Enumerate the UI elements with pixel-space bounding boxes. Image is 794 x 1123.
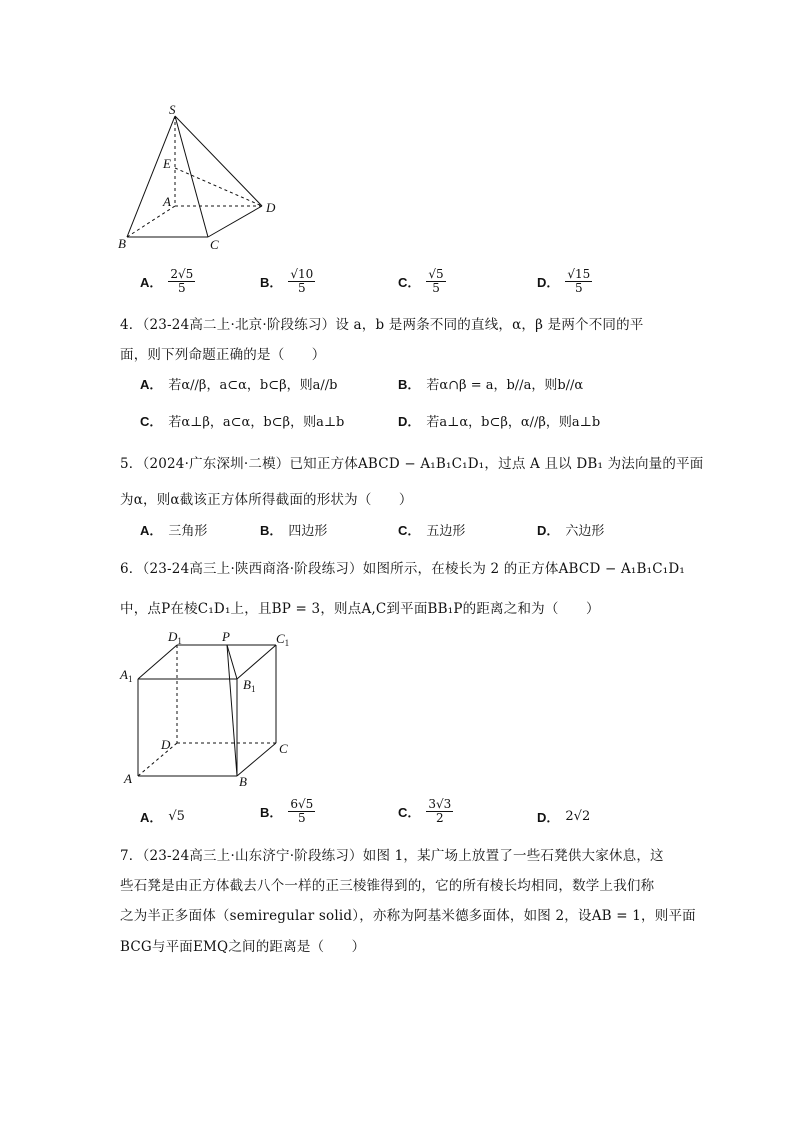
q5-option-c[interactable]: C． 五边形 bbox=[398, 523, 466, 539]
label-P: P bbox=[222, 629, 230, 644]
q4-option-d[interactable]: D． 若a⊥α，b⊂β，α//β，则a⊥b bbox=[398, 414, 601, 430]
q5-option-b[interactable]: B． 四边形 bbox=[260, 523, 328, 539]
label-C: C bbox=[210, 237, 219, 252]
label-C: C bbox=[279, 741, 288, 756]
label-B: B bbox=[239, 774, 247, 789]
label-A: A bbox=[124, 771, 132, 786]
q4-option-b[interactable]: B． 若α∩β = a，b//a，则b//α bbox=[398, 377, 584, 393]
q7-stem-line3: 之为半正多面体（semiregular solid），亦称为阿基米德多面体，如图 2，设AB = 1，则平面 bbox=[120, 908, 696, 924]
q4-option-a[interactable]: A． 若α//β，a⊂α，b⊂β，则a//b bbox=[140, 377, 338, 393]
label-S: S bbox=[169, 102, 176, 117]
label-D1: $D_1$ bbox=[168, 629, 182, 646]
q6-option-d[interactable]: D． 2√2 bbox=[537, 809, 591, 825]
cube-figure bbox=[112, 625, 312, 790]
q6-option-a[interactable]: A． √5 bbox=[140, 809, 185, 825]
q6-option-b[interactable]: B． $\frac{6√5}{5}$ bbox=[260, 797, 314, 825]
q5-stem-line1: 5．（2024·广东深圳·二模）已知正方体ABCD − A₁B₁C₁D₁，过点 A 且以 DB₁ 为法向量的平面 bbox=[120, 456, 704, 472]
q7-stem-line1: 7．（23-24高三上·山东济宁·阶段练习）如图 1，某广场上放置了一些石凳供大家休息，这 bbox=[120, 848, 664, 864]
label-C1: $C_1$ bbox=[276, 631, 290, 648]
q3-option-c[interactable]: C． $\frac{√5}{5}$ bbox=[398, 267, 444, 295]
q3-option-b[interactable]: B． $\frac{√10}{5}$ bbox=[260, 267, 314, 295]
label-D: D bbox=[161, 737, 171, 752]
label-A: A bbox=[163, 194, 171, 209]
q3-option-d[interactable]: D． $\frac{√15}{5}$ bbox=[537, 267, 591, 295]
q6-stem-line2: 中，点P在棱C₁D₁上，且BP = 3，则点A,C到平面BB₁P的距离之和为（ ） bbox=[120, 601, 600, 617]
label-E: E bbox=[163, 156, 171, 171]
label-B: B bbox=[118, 236, 126, 251]
label-B1: $B_1$ bbox=[243, 677, 256, 694]
label-A1: $A_1$ bbox=[120, 667, 133, 684]
q6-option-c[interactable]: C． $\frac{3√3}{2}$ bbox=[398, 797, 452, 825]
q5-option-d[interactable]: D． 六边形 bbox=[537, 523, 605, 539]
q4-option-c[interactable]: C． 若α⊥β，a⊂α，b⊂β，则a⊥b bbox=[140, 414, 345, 430]
q3-option-a[interactable]: A． $\frac{2√5}{5}$ bbox=[140, 267, 194, 295]
q7-stem-line2: 些石凳是由正方体截去八个一样的正三棱锥得到的，它的所有棱长均相同，数学上我们称 bbox=[120, 878, 655, 894]
label-D: D bbox=[266, 200, 276, 215]
q5-stem-line2: 为α，则α截该正方体所得截面的形状为（ ） bbox=[120, 492, 413, 508]
q4-stem-line2: 面，则下列命题正确的是（ ） bbox=[120, 347, 326, 363]
q6-stem-line1: 6．（23-24高三上·陕西商洛·阶段练习）如图所示，在棱长为 2 的正方体ABCD − A₁B₁C₁D₁ bbox=[120, 561, 686, 577]
pyramid-figure bbox=[112, 100, 292, 260]
q4-stem-line1: 4．（23-24高二上·北京·阶段练习）设 a，b 是两条不同的直线，α，β 是两个不同的平 bbox=[120, 317, 644, 333]
q7-stem-line4: BCG与平面EMQ之间的距离是（ ） bbox=[120, 939, 366, 955]
q5-option-a[interactable]: A． 三角形 bbox=[140, 523, 208, 539]
